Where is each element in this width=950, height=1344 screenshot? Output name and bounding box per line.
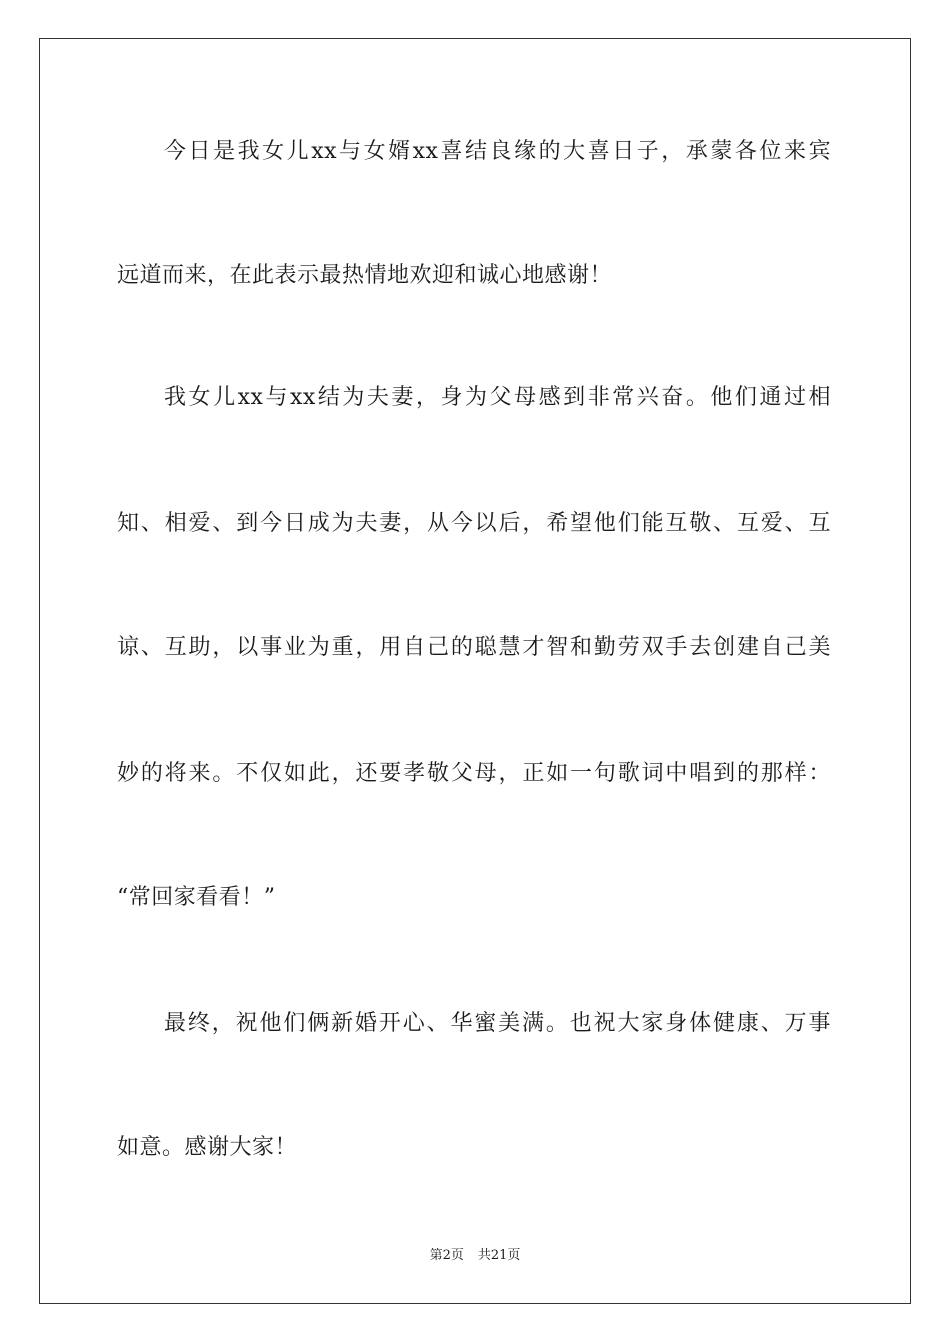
page-total: 共21页 (477, 1248, 521, 1263)
page-footer (0, 1247, 950, 1265)
paragraph-1-line-1: 今日是我女儿xx与女婿xx喜结良缘的大喜日子，承蒙各位来宾 (164, 139, 831, 164)
paragraph-3-line-2: 如意。感谢大家！ (117, 1135, 298, 1160)
paragraph-2-line-3: 谅、互助，以事业为重，用自己的聪慧才智和勤劳双手去创建自己美 (117, 635, 831, 660)
paragraph-3-line-1: 最终，祝他们俩新婚开心、华蜜美满。也祝大家身体健康、万事 (164, 1011, 831, 1036)
page-border (39, 38, 911, 1304)
page-number: 第2页 (429, 1248, 464, 1263)
paragraph-2-line-4: 妙的将来。不仅如此，还要孝敬父母，正如一句歌词中唱到的那样： (117, 761, 831, 786)
paragraph-2-line-2: 知、相爱、到今日成为夫妻，从今以后，希望他们能互敬、互爱、互 (117, 511, 831, 536)
paragraph-1-line-2: 远道而来，在此表示最热情地欢迎和诚心地感谢！ (117, 263, 613, 288)
paragraph-2-line-1: 我女儿xx与xx结为夫妻，身为父母感到非常兴奋。他们通过相 (164, 385, 831, 410)
paragraph-2-line-5: “常回家看看！” (117, 885, 276, 910)
